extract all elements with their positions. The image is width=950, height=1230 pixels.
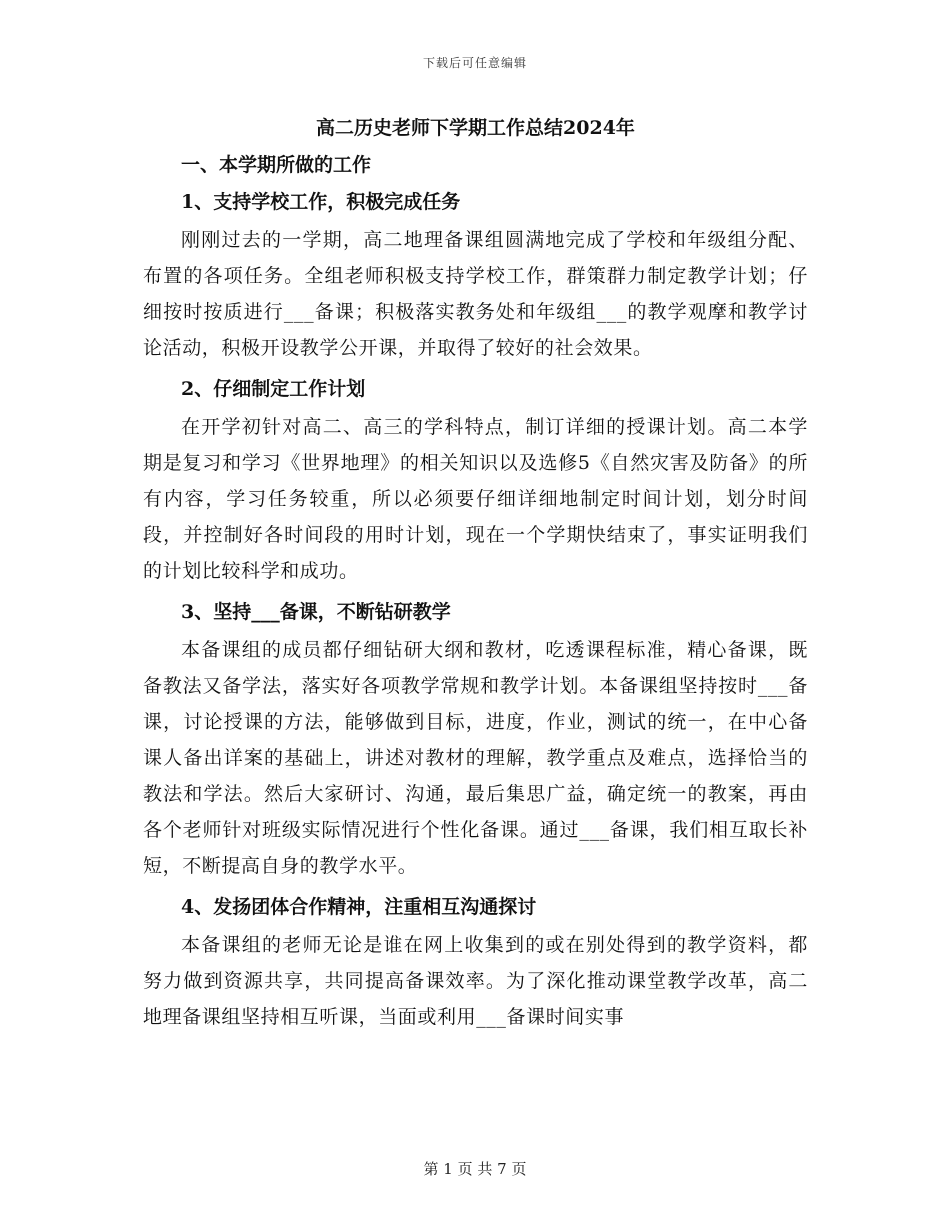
paragraph: 本备课组的成员都仔细钻研大纲和教材，吃透课程标准，精心备课，既备教法又备学法，落实好各项教学常规和教学计划。本备课组坚持按时___备课，讨论授课的方法，能够做到目标，进度，作业，测试的统一，在中心备课人备出详案的基础上，讲述对教材的理解，教学重点及难点，选择恰当的教法和学法。然后大家研讨、沟通，最后集思广益，确定统一的教案，再由各个老师针对班级实际情况进行个性化备课。通过___备课，我们相互取长补短，不断提高自身的教学水平。 [143,639,808,877]
document-body [143,112,808,1041]
paragraph: 刚刚过去的一学期，高二地理备课组圆满地完成了学校和年级组分配、布置的各项任务。全组老师积极支持学校工作，群策群力制定教学计划；仔细按时按质进行___备课；积极落实教务处和年级组___的教学观摩和教学讨论活动，积极开设教学公开课，并取得了较好的社会效果。 [143,229,808,359]
header-note: 下载后可任意编辑 [422,56,527,70]
section-heading: 4、发扬团体合作精神，注重相互沟通探讨 [181,896,537,918]
document-title: 高二历史老师下学期工作总结2024年 [316,117,635,139]
section-heading: 3、坚持___备课，不断钻研教学 [181,601,451,623]
paragraph: 本备课组的老师无论是谁在网上收集到的或在别处得到的教学资料，都努力做到资源共享，共同提高备课效率。为了深化推动课堂教学改革，高二地理备课组坚持相互听课，当面或利用___备课时间实事 [143,934,808,1028]
page-number: 第 1 页 共 7 页 [423,1160,527,1178]
section-heading: 1、支持学校工作，积极完成任务 [181,191,461,213]
section-heading: 一、本学期所做的工作 [181,154,372,176]
paragraph: 在开学初针对高二、高三的学科特点，制订详细的授课计划。高二本学期是复习和学习《世界地理》的相关知识以及选修5《自然灾害及防备》的所有内容，学习任务较重，所以必须要仔细详细地制定时间计划，划分时间段，并控制好各时间段的用时计划，现在一个学期快结束了，事实证明我们的计划比较科学和成功。 [143,416,808,582]
section-heading: 2、仔细制定工作计划 [181,378,366,400]
